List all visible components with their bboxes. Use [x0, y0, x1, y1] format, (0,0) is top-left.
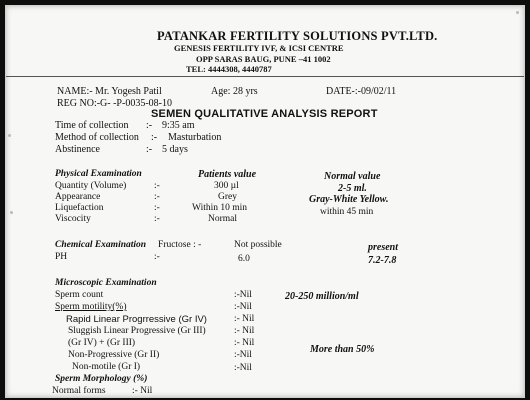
- appearance-normal: Gray-White Yellow.: [309, 194, 389, 205]
- physical-heading: Physical Examination: [55, 169, 142, 179]
- liquefaction-sep: :-: [154, 203, 160, 213]
- sluggish-progressive-label: Sluggish Linear Progressive (Gr III): [68, 326, 206, 336]
- quantity-normal: 2-5 ml.: [338, 183, 367, 194]
- ph-label: PH: [55, 252, 68, 262]
- registration-number: REG NO:-G- -P-0035-08-10: [57, 98, 172, 109]
- letterhead-divider: [6, 76, 524, 77]
- report-document: [5, 5, 525, 398]
- telephone: TEL: 4444308, 4440787: [186, 64, 272, 74]
- combined-grade-value: :- Nil: [234, 338, 255, 348]
- collection-method-value: Masturbation: [168, 132, 222, 143]
- combined-grade-label: (Gr IV) + (Gr III): [68, 338, 136, 348]
- fructose-value: Not possible: [234, 240, 282, 250]
- report-title: SEMEN QUALITATIVE ANALYSIS REPORT: [151, 108, 378, 120]
- viscosity-label: Viscocity: [55, 214, 91, 224]
- fructose-normal: present: [368, 242, 398, 253]
- liquefaction-value: Within 10 min: [192, 203, 248, 213]
- rapid-progressive-label: Rapid Linear Progrressive (Gr IV): [66, 314, 207, 325]
- address: OPP SARAS BAUG, PUNE –41 1002: [196, 54, 331, 64]
- sperm-count-label: Sperm count: [55, 290, 104, 300]
- rapid-progressive-value: :- Nil: [234, 314, 255, 324]
- patient-name: NAME:- Mr. Yogesh Patil: [57, 86, 162, 97]
- fructose-label: Fructose : -: [158, 240, 202, 250]
- liquefaction-normal: within 45 min: [320, 207, 374, 217]
- company-name: PATANKAR FERTILITY SOLUTIONS PVT.LTD.: [157, 29, 438, 43]
- non-progressive-label: Non-Progressive (Gr II): [68, 350, 160, 360]
- centre-name: GENESIS FERTILITY IVF, & ICSI CENTRE: [174, 43, 344, 53]
- non-motile-label: Non-motile (Gr I): [72, 362, 141, 372]
- morphology-heading: Sperm Morphology (%): [55, 374, 148, 384]
- normal-forms-label: Normal forms: [52, 386, 106, 396]
- collection-time-sep: :-: [146, 120, 153, 131]
- patients-value-header: Patients value: [198, 169, 257, 180]
- collection-method-sep: :-: [151, 132, 158, 143]
- ph-normal: 7.2-7.8: [368, 255, 397, 266]
- sluggish-progressive-value: :- Nil: [234, 326, 255, 336]
- normal-value-header: Normal value: [324, 171, 381, 182]
- collection-method-label: Method of collection: [55, 132, 139, 143]
- non-motile-value: :-Nil: [234, 363, 252, 373]
- chemical-heading: Chemical Examination: [55, 240, 147, 250]
- viscosity-value: Normal: [208, 214, 238, 224]
- ph-sep: :-: [154, 252, 160, 262]
- abstinence-sep: :-: [146, 144, 153, 155]
- quantity-label: Quantity (Volume): [55, 181, 127, 191]
- abstinence-label: Abstinence: [55, 144, 100, 155]
- report-date: DATE-:-09/02/11: [326, 86, 397, 97]
- liquefaction-label: Liquefaction: [55, 203, 104, 213]
- quantity-value: 300 µl: [214, 181, 239, 191]
- paper-speck: [8, 134, 11, 137]
- normal-forms-value: :- Nil: [132, 386, 153, 396]
- paper-speck: [516, 11, 519, 14]
- sperm-count-value: :-Nil: [234, 290, 252, 300]
- non-progressive-value: :-Nil: [234, 350, 252, 360]
- abstinence-value: 5 days: [162, 144, 188, 155]
- viscosity-sep: :-: [154, 214, 160, 224]
- sperm-motility-value: :-Nil: [234, 302, 252, 312]
- combined-grade-normal: More than 50%: [310, 344, 375, 355]
- ph-value: 6.0: [238, 254, 250, 264]
- collection-time-value: 9:35 am: [162, 120, 195, 131]
- microscopic-heading: Microscopic Examination: [55, 278, 157, 288]
- appearance-value: Grey: [218, 192, 237, 202]
- appearance-sep: :-: [154, 192, 160, 202]
- patient-age: Age: 28 yrs: [211, 86, 258, 97]
- sperm-motility-label: Sperm motility(%): [55, 302, 127, 312]
- sperm-count-normal: 20-250 million/ml: [285, 291, 359, 302]
- quantity-sep: :-: [154, 181, 160, 191]
- paper-speck: [10, 211, 13, 214]
- collection-time-label: Time of collection: [55, 120, 129, 131]
- appearance-label: Appearance: [55, 192, 101, 202]
